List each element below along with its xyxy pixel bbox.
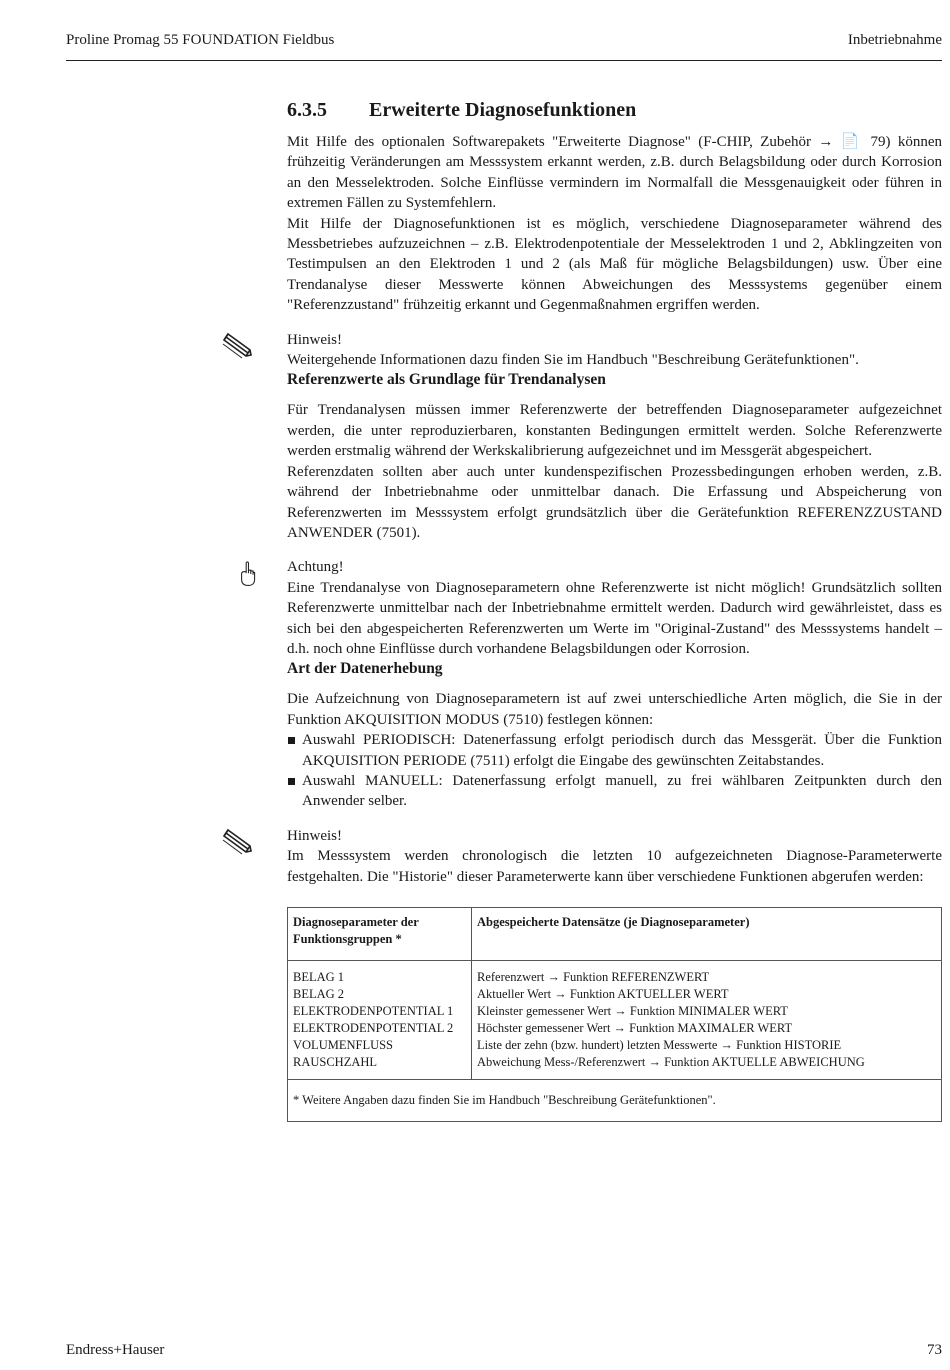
bullet-periodisch: Auswahl PERIODISCH: Datenerfassung erfolgt periodisch durch das Messgerät. Über die Funktion AKQUISITION PERIODE (7511) erfolgt die Eingabe des gewünschten Zeitabstandes. <box>287 730 942 771</box>
table-row <box>288 961 942 1080</box>
acquisition-paragraph-1: Die Aufzeichnung von Diagnoseparametern ist auf zwei unterschiedliche Arten möglich, die Sie in der Funktion AKQUISITION MODUS (7510) festlegen können: <box>287 691 942 728</box>
table-cell-value: Liste der zehn (bzw. hundert) letzten Messwerte → Funktion HISTORIE <box>477 1038 842 1052</box>
table-cell-datasets <box>472 961 942 1080</box>
note-2-title: Hinweis! <box>287 827 342 844</box>
pencil-note-icon <box>220 826 254 860</box>
section-paragraph-2: Mit Hilfe der Diagnosefunktionen ist es möglich, verschiedene Diagnoseparameter während des Messbetriebes aufzuzeichnen – z.B. Elektrodenpotentiale der Messelektroden 1 und 2, Abklingzeiten von Testimpulsen an den Elektroden 1 und 2 (als Maß für mögliche Belagsbildungen) usw. Über eine Trendanalyse dieser Messwerte können Abweichungen des Messsystems gegenüber einem "Referenzzustand" frühzeitig erkannt und Gegenmaßnahmen ergriffen werden. <box>287 215 942 314</box>
section-heading <box>287 97 942 123</box>
reference-paragraph-1: Für Trendanalysen müssen immer Referenzwerte der betreffenden Diagnoseparameter aufgezeichnet werden, die unter reproduzierbaren, konstanten Bedingungen ermittelt werden. Solche Referenzwerte werden erstmalig während der Werkskalibrierung aufgezeichnet und im Messgerät abgespeichert. <box>287 402 942 460</box>
table-header-datensaetze: Abgespeicherte Datensätze (je Diagnoseparameter) <box>472 908 942 961</box>
table-cell-value: BELAG 2 <box>293 987 345 1001</box>
table-cell-value: Aktueller Wert → Funktion AKTUELLER WERT <box>477 987 729 1001</box>
table-cell-value: Höchster gemessener Wert → Funktion MAXIMALER WERT <box>477 1021 793 1035</box>
table-cell-value: Kleinster gemessener Wert → Funktion MINIMALER WERT <box>477 1004 788 1018</box>
bullet-manuell: Auswahl MANUELL: Datenerfassung erfolgt manuell, zu frei wählbaren Zeitpunkten durch den Anwender selber. <box>287 771 942 812</box>
note-1-text: Weitergehende Informationen dazu finden Sie im Handbuch "Beschreibung Gerätefunktionen". <box>287 352 859 369</box>
header-chapter-title: Inbetriebnahme <box>847 32 942 48</box>
history-parameters-table <box>287 907 942 1122</box>
note-1-title: Hinweis! <box>287 331 342 348</box>
raised-finger-caution-icon <box>237 557 263 591</box>
caution-block <box>287 557 942 659</box>
page-footer <box>66 1342 942 1359</box>
section-paragraph-1: Mit Hilfe des optionalen Softwarepakets "Erweiterte Diagnose" (F-CHIP, Zubehör → 📄 79) können frühzeitig Veränderungen am Messsystem erkannt werden, z.B. durch Belagsbildung oder durch Korrosion an den Messelektroden. Solche Einflüsse vermindern im Normalfall die Messgenauigkeit oder führen in extremen Fällen zu Systemfehlern. <box>287 134 942 212</box>
footer-page-number: 73 <box>927 1342 942 1358</box>
note-2-text: Im Messsystem werden chronologisch die letzten 10 aufgezeichneten Diagnose-Parameterwerte festgehalten. Die "Historie" dieser Parameterwerte kann über verschiedene Funktionen abgerufen werden: <box>287 848 942 885</box>
acquisition-bullet-list <box>287 730 942 812</box>
caution-title: Achtung! <box>287 559 344 576</box>
acquisition-heading: Art der Datenerhebung <box>287 660 443 678</box>
table-cell-value: ELEKTRODENPOTENTIAL 2 <box>293 1021 454 1035</box>
table-cell-value: Abweichung Mess-/Referenzwert → Funktion AKTUELLE ABWEICHUNG <box>477 1055 865 1069</box>
header-product-title: Proline Promag 55 FOUNDATION Fieldbus <box>66 32 335 48</box>
section-title: Erweiterte Diagnosefunktionen <box>369 99 637 121</box>
table-cell-value: ELEKTRODENPOTENTIAL 1 <box>293 1004 454 1018</box>
section-number: 6.3.5 <box>287 99 327 121</box>
note-block-2 <box>287 826 942 887</box>
reference-heading: Referenzwerte als Grundlage für Trendanalysen <box>287 371 606 389</box>
page-content <box>287 97 942 1122</box>
table-cell-value: VOLUMENFLUSS <box>293 1038 394 1052</box>
table-cell-value: BELAG 1 <box>293 970 345 984</box>
table-header-diagnoseparameter: Diagnoseparameter der Funktionsgruppen * <box>288 908 472 961</box>
table-footnote-row <box>288 1080 942 1122</box>
note-block-1 <box>287 330 942 371</box>
table-header-row <box>288 908 942 961</box>
reference-paragraph-2: Referenzdaten sollten aber auch unter kundenspezifischen Prozessbedingungen erhoben werden, z.B. während der Inbetriebnahme oder unmittelbar danach. Die Erfassung und Abspeicherung von Referenzwerten im Messsystem erfolgt grundsätzlich über die Gerätefunktion REFERENZZUSTAND ANWENDER (7501). <box>287 463 942 541</box>
page-header <box>66 32 942 61</box>
table-cell-value: Referenzwert → Funktion REFERENZWERT <box>477 970 710 984</box>
caution-text: Eine Trendanalyse von Diagnoseparametern ohne Referenzwerte ist nicht möglich! Grundsätzlich sollten Referenzwerte unmittelbar nach der Inbetriebnahme ermittelt werden. Dadurch wird gewährleistet, dass es sich bei den abgespeicherten Referenzwerten um Werte im "Original-Zustand" des Messsystems handelt – d.h. noch ohne Einflüsse durch vorhandene Belagsbildungen oder Korrosion. <box>287 579 942 657</box>
table-cell-value: RAUSCHZAHL <box>293 1055 378 1069</box>
pencil-note-icon <box>220 330 254 364</box>
footer-company-name: Endress+Hauser <box>66 1342 165 1358</box>
table-footnote: * Weitere Angaben dazu finden Sie im Handbuch "Beschreibung Gerätefunktionen". <box>288 1080 942 1122</box>
table-cell-parameters <box>288 961 472 1080</box>
